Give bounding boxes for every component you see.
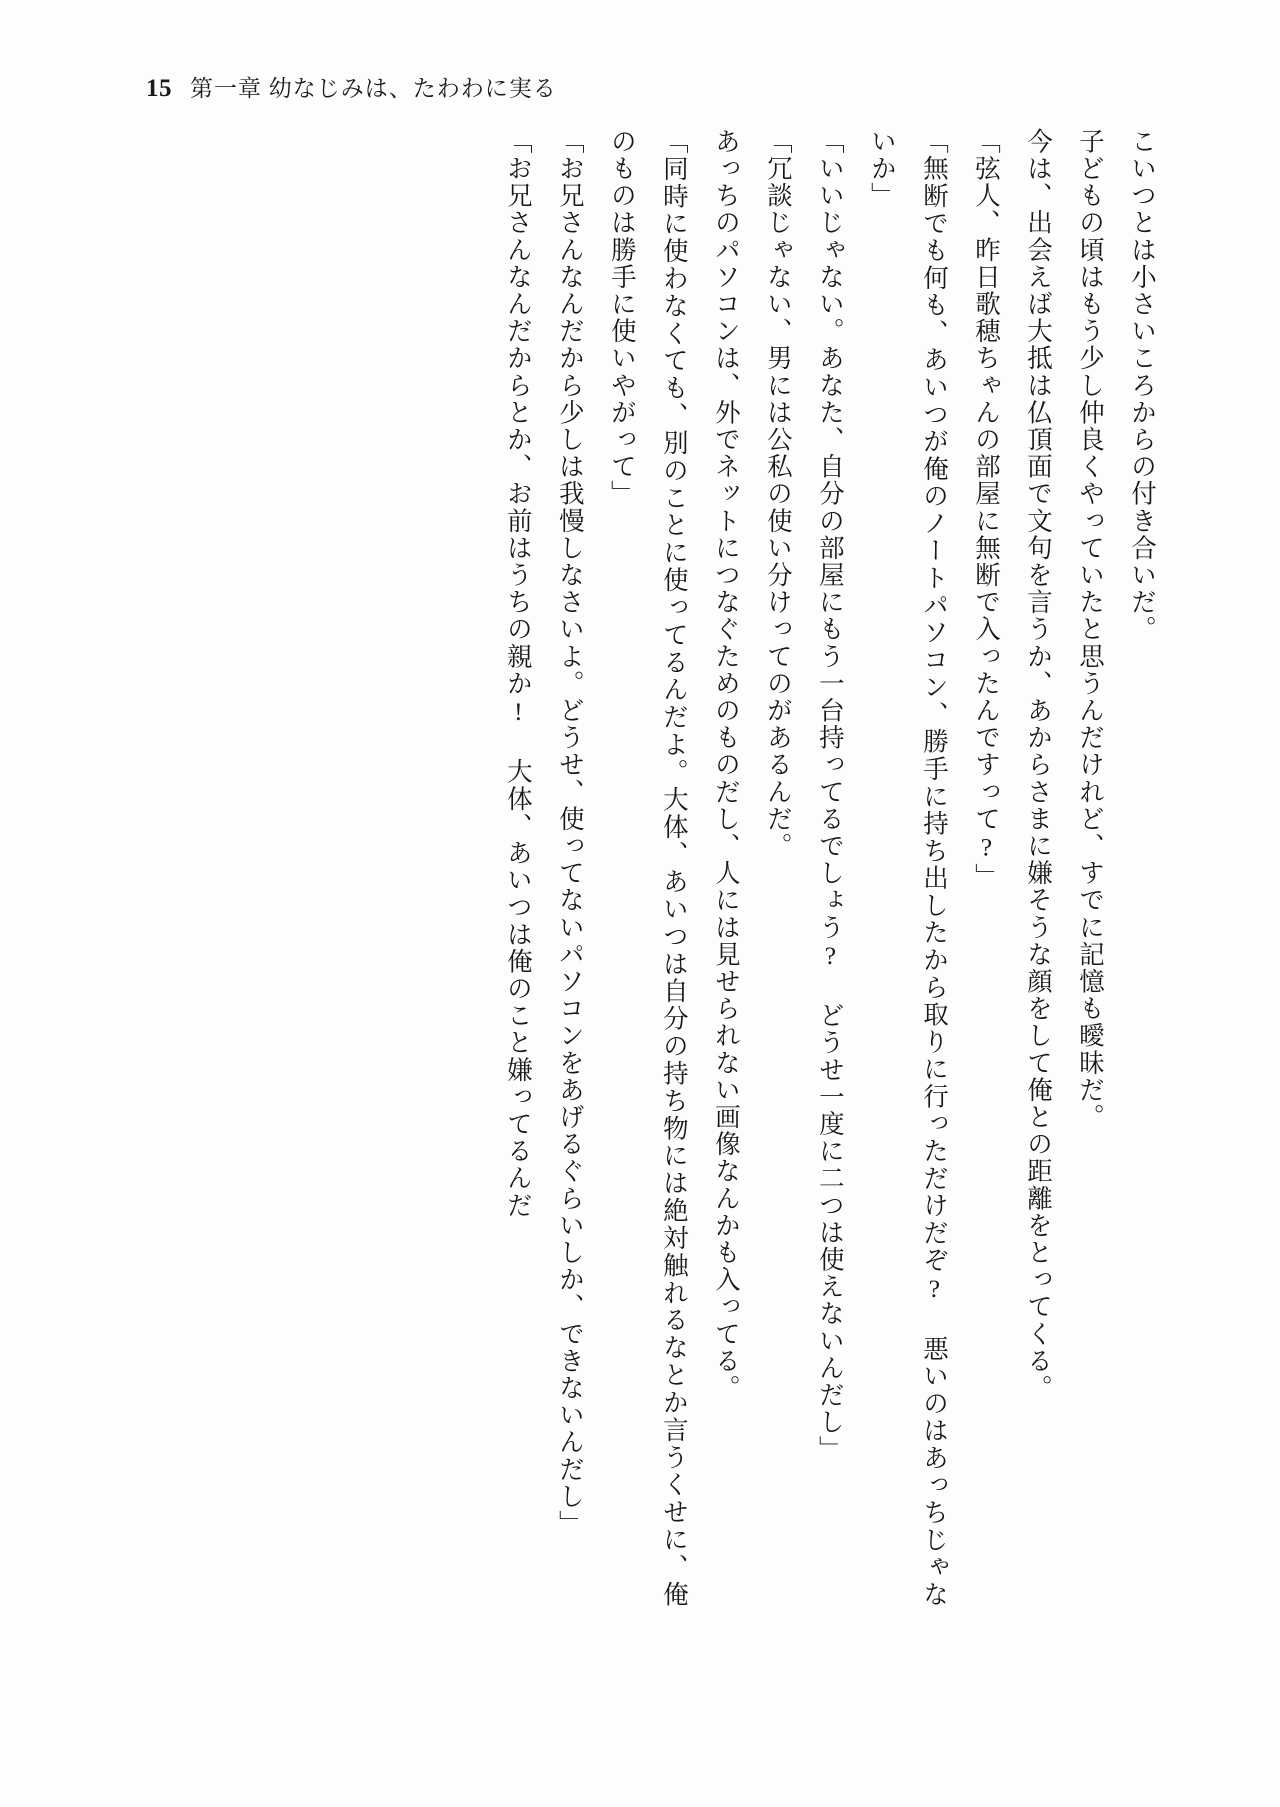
running-header bbox=[146, 70, 557, 103]
paragraph: 「いいじゃない。あなた、自分の部屋にもう一台持ってるでしょう? どうせ一度に二つは使えないんだし」 bbox=[815, 128, 845, 1463]
paragraph: 「無断でも何も、あいつが俺のノートパソコン、勝手に持ち出したから取りに行っただけだぞ? 悪いのはあっちじゃないか」 bbox=[867, 128, 949, 1608]
paragraph: あっちのパソコンは、外でネットにつなぐためのものだし、人には見せられない画像なんかも入ってる。 bbox=[711, 128, 741, 1402]
paragraph: 今は、出会えば大抵は仏頂面で文句を言うか、あからさまに嫌そうな顔をして俺との距離をとってくる。 bbox=[1023, 128, 1053, 1402]
page-number: 15 bbox=[146, 75, 172, 102]
paragraph: 「お兄さんなんだから少しは我慢しなさいよ。どうせ、使ってないパソコンをあげるぐらいしか、できないんだし」 bbox=[555, 128, 585, 1538]
paragraph: 「弦人、昨日歌穂ちゃんの部屋に無断で入ったんですって?」 bbox=[971, 128, 1001, 891]
paragraph: 子どもの頃はもう少し仲良くやっていたと思うんだけれど、すでに記憶も曖昧だ。 bbox=[1075, 128, 1105, 1131]
paragraph: 「冗談じゃない、男には公私の使い分けってのがあるんだ。 bbox=[763, 128, 793, 860]
paragraph: 「お兄さんなんだからとか、お前はうちの親か! 大体、あいつは俺のこと嫌ってるんだ bbox=[503, 128, 533, 1219]
chapter-title: 第一章 幼なじみは、たわわに実る bbox=[190, 76, 557, 101]
page-body-text bbox=[268, 128, 1168, 1608]
paragraph: こいつとは小さいころからの付き合いだ。 bbox=[1128, 128, 1157, 643]
paragraph: 「同時に使わなくても、別のことに使ってるんだよ。大体、あいつは自分の持ち物には絶対触れるなとか言うくせに、俺のものは勝手に使いやがって」 bbox=[607, 128, 689, 1608]
